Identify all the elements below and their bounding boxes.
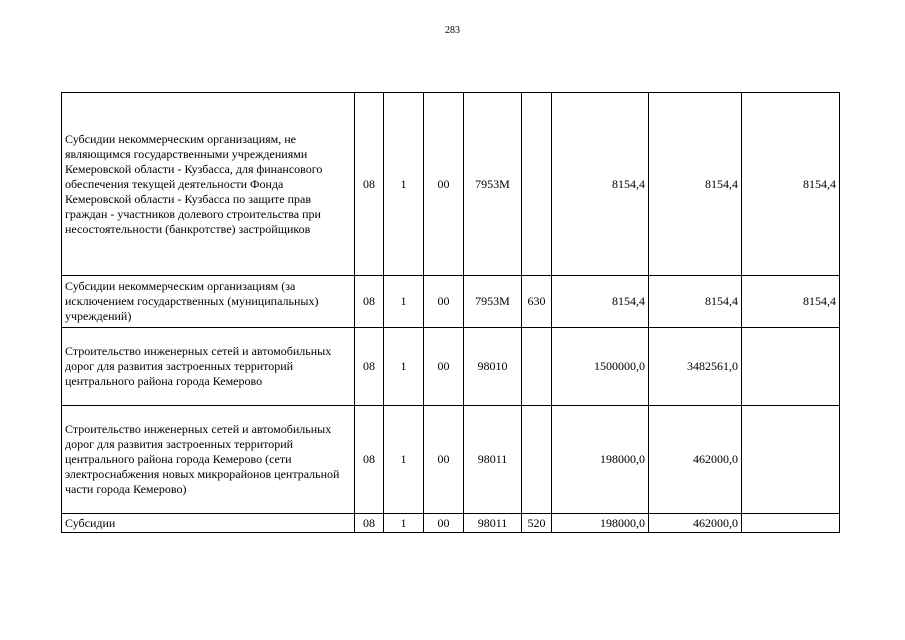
section-code: 08 — [355, 328, 384, 406]
row-description: Строительство инженерных сетей и автомобильных дорог для развития застроенных территорий центрального района города Кемерово (сети электроснабжения новых микрорайонов центральной части города Кемерово) — [62, 406, 355, 514]
direction-code: 7953M — [464, 276, 522, 328]
row-description: Субсидии некоммерческим организациям (за исключением государственных (муниципальных) учреждений) — [62, 276, 355, 328]
amount-year-2: 8154,4 — [649, 93, 742, 276]
amount-year-3 — [742, 328, 840, 406]
amount-year-1: 8154,4 — [552, 93, 649, 276]
row-description: Строительство инженерных сетей и автомобильных дорог для развития застроенных территорий центрального района города Кемерово — [62, 328, 355, 406]
amount-year-3 — [742, 514, 840, 533]
direction-code: 98011 — [464, 514, 522, 533]
amount-year-2: 462000,0 — [649, 514, 742, 533]
table-row — [62, 406, 840, 514]
expense-type-code — [522, 406, 552, 514]
table-row — [62, 93, 840, 276]
amount-year-3: 8154,4 — [742, 93, 840, 276]
budget-table — [61, 92, 840, 533]
amount-year-1: 198000,0 — [552, 514, 649, 533]
expense-type-code: 520 — [522, 514, 552, 533]
amount-year-1: 8154,4 — [552, 276, 649, 328]
amount-year-1: 198000,0 — [552, 406, 649, 514]
amount-year-3: 8154,4 — [742, 276, 840, 328]
subprogram-code: 00 — [424, 328, 464, 406]
program-code: 1 — [384, 328, 424, 406]
amount-year-3 — [742, 406, 840, 514]
subprogram-code: 00 — [424, 276, 464, 328]
section-code: 08 — [355, 276, 384, 328]
amount-year-2: 3482561,0 — [649, 328, 742, 406]
direction-code: 7953M — [464, 93, 522, 276]
page-number: 283 — [445, 25, 460, 36]
program-code: 1 — [384, 406, 424, 514]
subprogram-code: 00 — [424, 93, 464, 276]
table-row — [62, 328, 840, 406]
direction-code: 98010 — [464, 328, 522, 406]
direction-code: 98011 — [464, 406, 522, 514]
section-code: 08 — [355, 514, 384, 533]
table-row — [62, 514, 840, 533]
amount-year-1: 1500000,0 — [552, 328, 649, 406]
program-code: 1 — [384, 514, 424, 533]
row-description: Субсидии — [62, 514, 355, 533]
expense-type-code: 630 — [522, 276, 552, 328]
program-code: 1 — [384, 276, 424, 328]
subprogram-code: 00 — [424, 514, 464, 533]
expense-type-code — [522, 328, 552, 406]
row-description: Субсидии некоммерческим организациям, не являющимся государственными учреждениями Кемеровской области - Кузбасса, для финансового обеспечения текущей деятельности Фонда Кемеровской области - Кузбасса по защите прав граждан - участников долевого строительства при несостоятельности (банкротстве) застройщиков — [62, 93, 355, 276]
expense-type-code — [522, 93, 552, 276]
section-code: 08 — [355, 93, 384, 276]
subprogram-code: 00 — [424, 406, 464, 514]
section-code: 08 — [355, 406, 384, 514]
table-row — [62, 276, 840, 328]
amount-year-2: 462000,0 — [649, 406, 742, 514]
program-code: 1 — [384, 93, 424, 276]
amount-year-2: 8154,4 — [649, 276, 742, 328]
